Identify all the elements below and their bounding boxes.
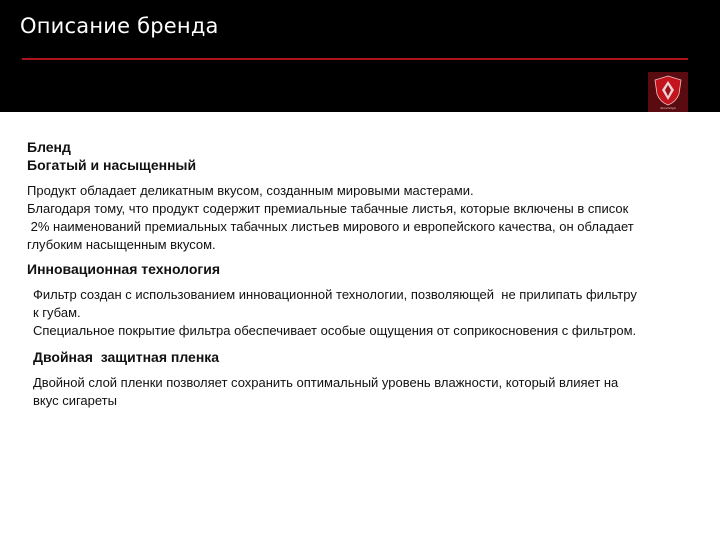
blend-line-4: глубоким насыщенным вкусом.	[27, 237, 216, 252]
film-line-1: Двойной слой пленки позволяет сохранить оптимальный уровень влажности, который влияет на	[33, 375, 619, 390]
title-divider	[22, 58, 688, 60]
innovation-line-1: Фильтр создан с использованием инновационной технологии, позволяющей не прилипать фильтру	[33, 287, 637, 302]
page-title: Описание бренда	[20, 14, 219, 38]
blend-heading: Бленд	[27, 139, 71, 155]
blend-line-2: Благодаря тому, что продукт содержит премиальные табачные листья, которые включены в список	[27, 201, 629, 216]
film-line-2: вкус сигареты	[33, 393, 117, 408]
blend-line-1: Продукт обладает деликатным вкусом, созданным мировыми мастерами.	[27, 183, 474, 198]
blend-subheading: Богатый и насыщенный	[27, 157, 197, 173]
innovation-line-3: Специальное покрытие фильтра обеспечивает особые ощущения от соприкосновения с фильтром.	[33, 323, 637, 338]
film-heading: Двойная защитная пленка	[33, 349, 220, 365]
content-area	[27, 138, 697, 410]
blend-line-3: 2% наименований премиальных табачных листьев мирового и европейского качества, он обладает	[27, 219, 634, 234]
header-band	[0, 0, 720, 112]
logo-caption: Sovereign	[660, 106, 676, 110]
brand-logo	[648, 72, 688, 112]
innovation-line-2: к губам.	[33, 305, 81, 320]
innovation-heading: Инновационная технология	[27, 261, 221, 277]
